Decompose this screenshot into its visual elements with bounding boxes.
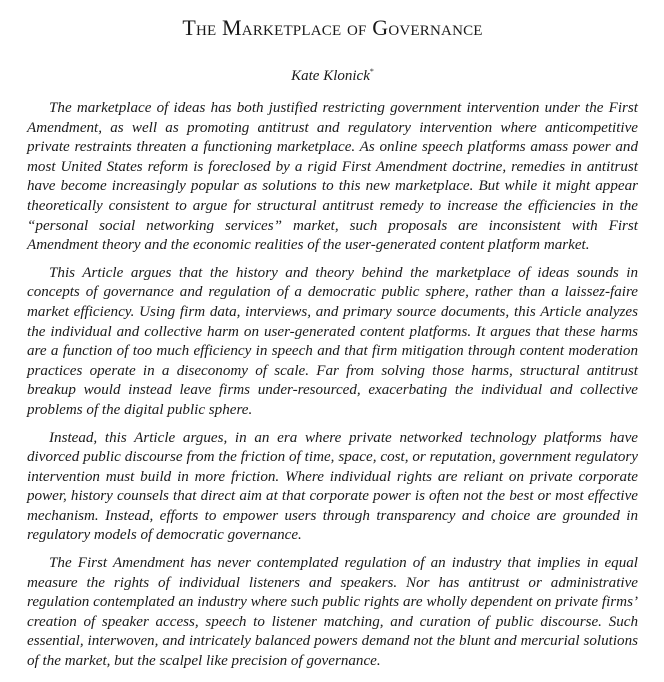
abstract-paragraph-1: The marketplace of ideas has both justified restricting government intervention under the First Amendment, as well as promoting antitrust and regulatory intervention where anticompetitive private restraints threaten a functioning marketplace. As online speech platforms amass power and most United States reform is foreclosed by a rigid First Amendment doctrine, remedies in antitrust have become increasingly popular as solutions to this new marketplace. But while it might appear theoretically consistent to argue for structural antitrust remedy to increase the efficiencies in the “personal social networking services” market, such proposals are inconsistent with First Amendment theory and the economic realities of the user-generated content platform market.	[27, 100, 638, 254]
abstract-paragraph-2: This Article argues that the history and theory behind the marketplace of ideas sounds in concepts of governance and regulation of a democratic public sphere, rather than a laissez-faire market efficiency. Using firm data, interviews, and primary source documents, this Article analyzes the individual and collective harm on user-generated content platforms. It argues that these harms are a function of too much efficiency in speech and that firm mitigation through content moderation practices operate in a diseconomy of scale. Far from solving those harms, structural antitrust breakup would instead leave firms under-resourced, exacerbating the individual and collective problems of the digital public sphere.	[27, 264, 638, 418]
author-name: Kate Klonick	[291, 68, 370, 84]
article-page	[27, 0, 638, 680]
author-footnote-mark[interactable]: *	[369, 67, 374, 76]
abstract-paragraph-4: The First Amendment has never contemplated regulation of an industry that implies in equal measure the rights of individual listeners and speakers. Nor has antitrust or administrative regulation contemplated an industry where such public rights are wholly dependent on private firms’ creation of speaker access, speech to listener matching, and curation of public discourse. Such essential, interwoven, and intricately balanced powers demand not the blunt and mercurial solutions of the market, but the scalpel like precision of governance.	[27, 555, 638, 670]
article-title: The Marketplace of Governance	[182, 15, 483, 40]
abstract	[27, 99, 638, 672]
abstract-paragraph-3: Instead, this Article argues, in an era where private networked technology platforms have divorced public discourse from the friction of time, space, cost, or reputation, government regulatory intervention must build in more friction. Where individual rights are reliant on private corporate power, history counsels that direct aim at that corporate power is often not the best or most effective mechanism. Instead, efforts to empower users through transparency and choice are grounded in regulatory models of democratic governance.	[27, 429, 638, 544]
article-author	[27, 62, 638, 86]
